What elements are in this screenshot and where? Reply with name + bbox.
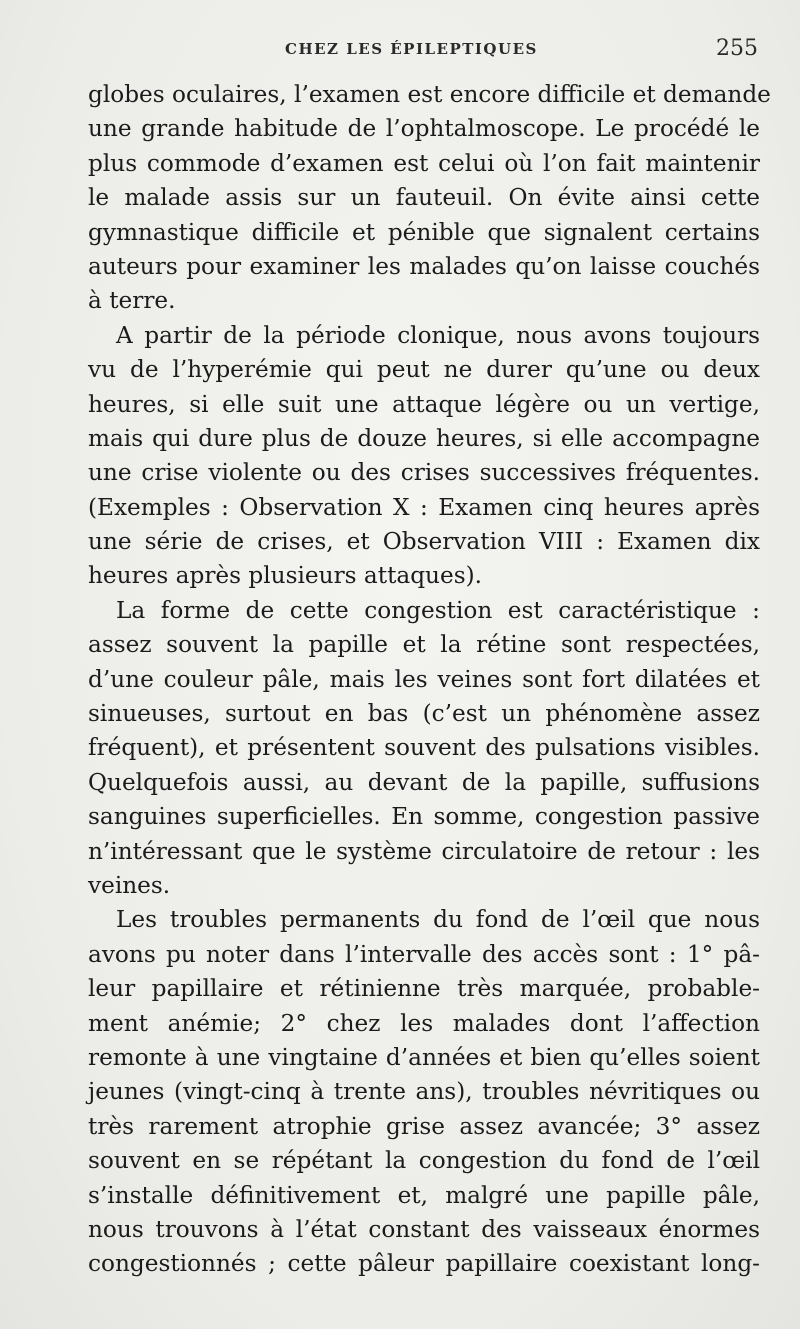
text-line: une grande habitude de l’ophtalmoscope. Le procédé le <box>88 115 760 143</box>
body-text <box>88 78 771 1282</box>
paragraph-1 <box>88 78 771 319</box>
text-line: assez souvent la papille et la rétine sont respectées, <box>88 631 760 659</box>
text-line: jeunes (vingt-cinq à trente ans), troubles névritiques ou <box>88 1078 760 1106</box>
text-line: avons pu noter dans l’intervalle des accès sont : 1° pâ- <box>88 940 760 968</box>
text-line: une série de crises, et Observation VIII : Examen dix <box>88 528 760 556</box>
text-line: s’installe définitivement et, malgré une papille pâle, <box>88 1181 760 1209</box>
text-line: remonte à une vingtaine d’années et bien qu’elles soient <box>88 1043 760 1071</box>
text-line: sanguines superficielles. En somme, congestion passive <box>88 803 760 831</box>
text-line: très rarement atrophie grise assez avancée; 3° assez <box>88 1112 760 1140</box>
text-line: heures, si elle suit une attaque légère ou un vertige, <box>88 390 760 418</box>
text-line: plus commode d’examen est celui où l’on fait maintenir <box>88 149 760 177</box>
text-line: La forme de cette congestion est caractéristique : <box>116 596 760 624</box>
text-line: globes oculaires, l’examen est encore difficile et demande <box>88 81 771 108</box>
text-line: Les troubles permanents du fond de l’œil que nous <box>116 906 760 934</box>
text-line: fréquent), et présentent souvent des pulsations visibles. <box>88 734 760 762</box>
text-line: le malade assis sur un fauteuil. On évite ainsi cette <box>88 184 760 212</box>
text-line: à terre. <box>88 287 176 315</box>
text-line: souvent en se répétant la congestion du fond de l’œil <box>88 1147 760 1175</box>
paragraph-4 <box>88 903 760 1281</box>
text-line: leur papillaire et rétinienne très marquée, probable- <box>88 975 760 1003</box>
text-line: congestionnés ; cette pâleur papillaire coexistant long- <box>88 1250 760 1278</box>
text-line: veines. <box>88 871 171 899</box>
text-line: A partir de la période clonique, nous avons toujours <box>116 321 760 349</box>
text-line: sinueuses, surtout en bas (c’est un phénomène assez <box>88 700 760 728</box>
text-line: une crise violente ou des crises successives fréquentes. <box>88 459 760 487</box>
text-line: Quelquefois aussi, au devant de la papille, suffusions <box>88 768 760 796</box>
text-line: n’intéressant que le système circulatoire de retour : les <box>88 837 760 865</box>
page-header <box>90 36 758 66</box>
text-line: ment anémie; 2° chez les malades dont l’affection <box>88 1009 760 1037</box>
paragraph-2 <box>88 319 760 594</box>
text-line: nous trouvons à l’état constant des vaisseaux énormes <box>88 1215 760 1243</box>
page-number: 255 <box>716 36 758 61</box>
text-line: auteurs pour examiner les malades qu’on laisse couchés <box>88 252 760 280</box>
text-line: gymnastique difficile et pénible que signalent certains <box>88 218 760 246</box>
text-line: vu de l’hyperémie qui peut ne durer qu’une ou deux <box>88 356 760 384</box>
text-line: mais qui dure plus de douze heures, si elle accompagne <box>88 424 760 452</box>
paragraph-3 <box>88 594 760 904</box>
running-head: CHEZ LES ÉPILEPTIQUES <box>285 40 538 58</box>
text-line: d’une couleur pâle, mais les veines sont fort dilatées et <box>88 665 760 693</box>
text-line: heures après plusieurs attaques). <box>88 562 483 590</box>
text-line: (Exemples : Observation X : Examen cinq heures après <box>88 493 760 521</box>
